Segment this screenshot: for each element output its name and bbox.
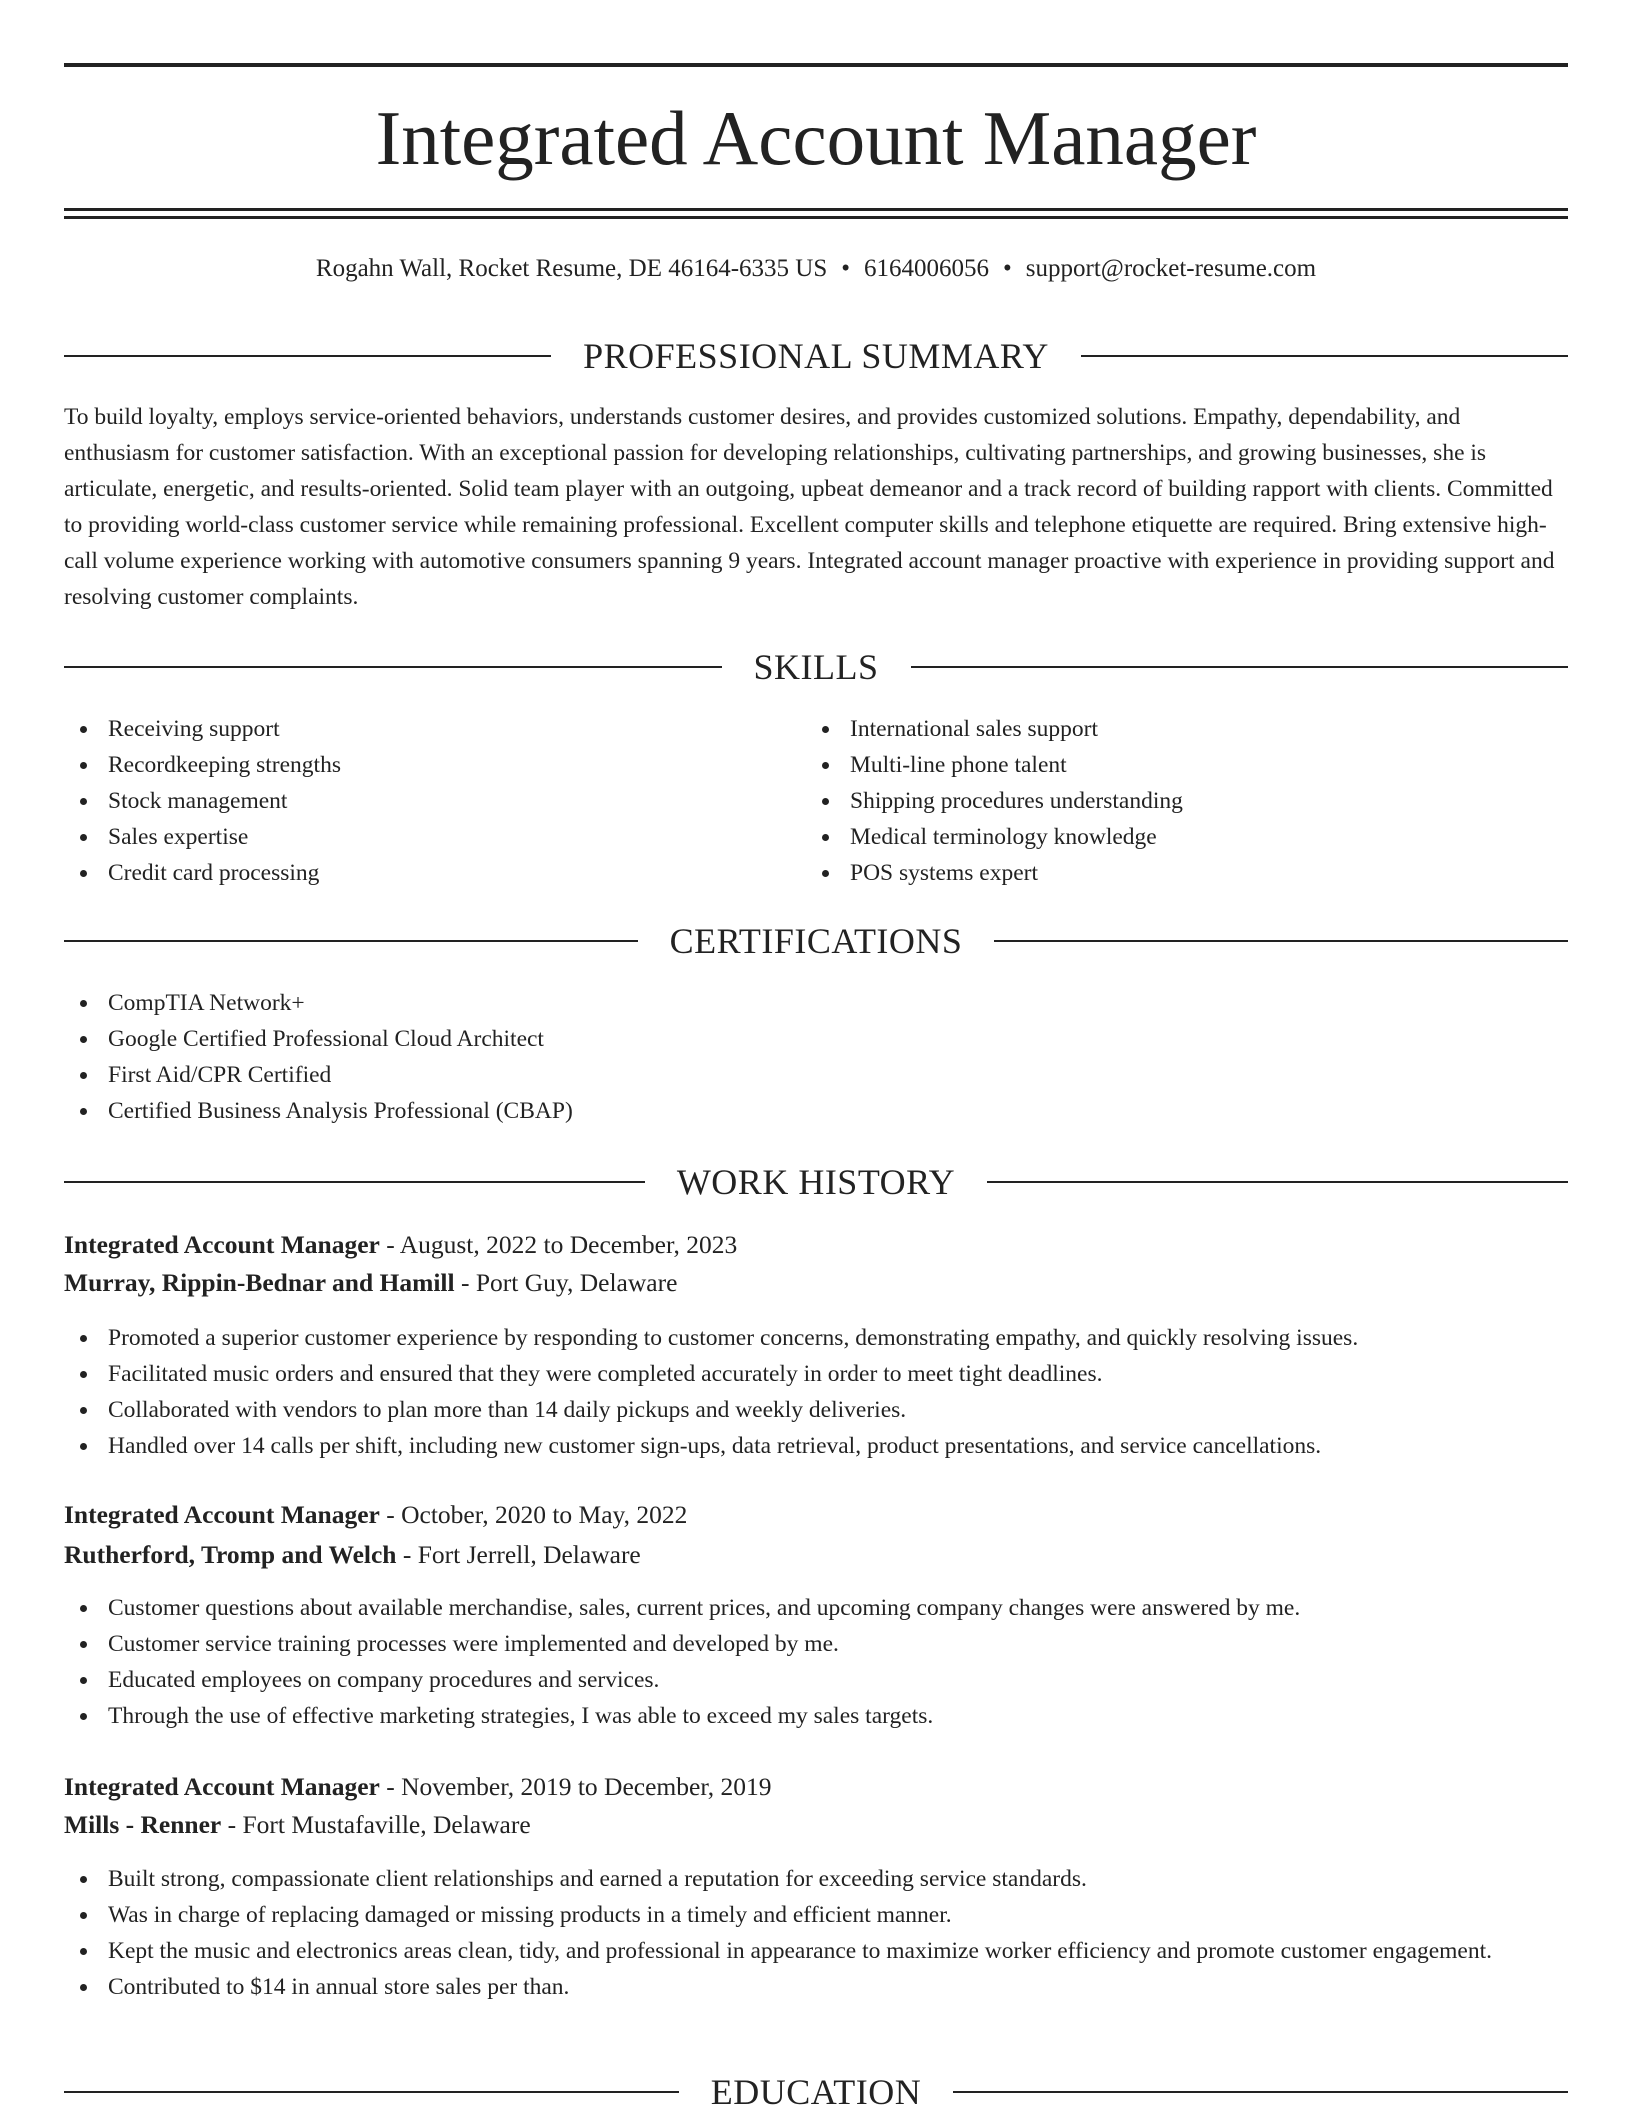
job-bullet: Was in charge of replacing damaged or missing products in a timely and efficient manner. <box>64 1897 1504 1933</box>
job-bullet: Customer service training processes were implemented and developed by me. <box>64 1626 1568 1662</box>
skills-list-left <box>64 711 804 891</box>
certification-item: Google Certified Professional Cloud Architect <box>64 1021 1568 1057</box>
certifications-list <box>64 985 1568 1129</box>
skills-list-right <box>806 711 1568 891</box>
section-rule-left <box>64 1181 645 1183</box>
skill-item: Multi-line phone talent <box>806 747 1568 783</box>
section-heading-work-history <box>64 1157 1568 1207</box>
job-bullet: Handled over 14 calls per shift, including new customer sign-ups, data retrieval, product presentations, and service cancellations. <box>64 1428 1568 1464</box>
certification-item: First Aid/CPR Certified <box>64 1057 1568 1093</box>
section-title: WORK HISTORY <box>676 1162 956 1202</box>
header-top-rule <box>64 63 1568 67</box>
job-dates: - October, 2020 to May, 2022 <box>379 1500 688 1529</box>
job-bullet: Through the use of effective marketing strategies, I was able to exceed my sales targets. <box>64 1698 1568 1734</box>
section-rule-right <box>911 666 1569 668</box>
skill-item: Credit card processing <box>64 855 804 891</box>
section-title: EDUCATION <box>710 2072 922 2112</box>
job-bullet: Facilitated music orders and ensured that they were completed accurately in order to meet tight deadlines. <box>64 1356 1568 1392</box>
section-heading-skills <box>64 642 1568 692</box>
job-dates: - August, 2022 to December, 2023 <box>379 1230 738 1259</box>
section-title: SKILLS <box>753 647 879 687</box>
job-company-line <box>64 1806 1568 1844</box>
header-double-rule-lower <box>64 216 1568 219</box>
skill-item: Receiving support <box>64 711 804 747</box>
job-bullet: Educated employees on company procedures and services. <box>64 1662 1568 1698</box>
skill-item: Medical terminology knowledge <box>806 819 1568 855</box>
section-rule-right <box>987 1181 1568 1183</box>
contact-separator: • <box>1003 255 1012 282</box>
job-title-line <box>64 1768 1568 1806</box>
job-bullet: Contributed to $14 in annual store sales per than. <box>64 1969 1504 2005</box>
contact-separator: • <box>841 255 851 282</box>
section-title: CERTIFICATIONS <box>669 921 963 961</box>
contact-address: Rogahn Wall, Rocket Resume, DE 46164-6335 US <box>315 255 828 282</box>
header-double-rule-upper <box>64 208 1568 211</box>
section-rule-left <box>64 940 638 942</box>
job-location: - Fort Jerrell, Delaware <box>396 1540 641 1569</box>
job-bullet-list <box>64 1861 1504 2005</box>
skill-item: POS systems expert <box>806 855 1568 891</box>
job-dates: - November, 2019 to December, 2019 <box>379 1772 772 1801</box>
job-bullet-list <box>64 1320 1568 1464</box>
job-title: Integrated Account Manager <box>64 1230 380 1259</box>
job-bullet: Customer questions about available merchandise, sales, current prices, and upcoming company changes were answered by me. <box>64 1590 1568 1626</box>
section-rule-left <box>64 2091 679 2093</box>
job-company-line <box>64 1536 1568 1574</box>
section-heading-summary <box>64 331 1568 381</box>
contact-email: support@rocket-resume.com <box>1025 255 1317 282</box>
job-bullet: Built strong, compassionate client relationships and earned a reputation for exceeding service standards. <box>64 1861 1504 1897</box>
summary-paragraph: To build loyalty, employs service-oriented behaviors, understands customer desires, and provides customized solutions. Empathy, dependability, and enthusiasm for customer satisfaction. With an exceptional passion for developing relationships, cultivating partnerships, and growing businesses, she is articulate, energetic, and results-oriented. Solid team player with an outgoing, upbeat demeanor and a track record of building rapport with clients. Committed to providing world-class customer service while remaining professional. Excellent computer skills and telephone etiquette are required. Bring extensive high-call volume experience working with automotive consumers spanning 9 years. Integrated account manager proactive with experience in providing support and resolving customer complaints. <box>64 404 1555 610</box>
job-title-line <box>64 1496 1568 1534</box>
job-title: Integrated Account Manager <box>64 1772 380 1801</box>
skill-item: Shipping procedures understanding <box>806 783 1568 819</box>
job-bullet: Collaborated with vendors to plan more than 14 daily pickups and weekly deliveries. <box>64 1392 1568 1428</box>
job-title: Integrated Account Manager <box>64 1500 380 1529</box>
job-company: Murray, Rippin-Bednar and Hamill <box>64 1268 455 1297</box>
skill-item: Sales expertise <box>64 819 804 855</box>
certification-item: Certified Business Analysis Professional (CBAP) <box>64 1093 1568 1129</box>
job-company-line <box>64 1264 1568 1302</box>
contact-line <box>64 252 1568 286</box>
section-rule-right <box>994 940 1568 942</box>
skill-item: International sales support <box>806 711 1568 747</box>
section-heading-certifications <box>64 916 1568 966</box>
job-company: Mills - Renner <box>64 1810 222 1839</box>
job-bullet: Kept the music and electronics areas clean, tidy, and professional in appearance to maximize worker efficiency and promote customer engagement. <box>64 1933 1504 1969</box>
section-rule-right <box>1081 355 1568 357</box>
skill-item: Stock management <box>64 783 804 819</box>
job-bullet-list <box>64 1590 1568 1734</box>
section-rule-left <box>64 666 722 668</box>
job-title-line <box>64 1226 1568 1264</box>
job-company: Rutherford, Tromp and Welch <box>64 1540 397 1569</box>
section-rule-left <box>64 355 551 357</box>
resume-name-heading: Integrated Account Manager <box>375 95 1257 181</box>
job-bullet: Promoted a superior customer experience by responding to customer concerns, demonstrating empathy, and quickly resolving issues. <box>64 1320 1568 1356</box>
section-heading-education <box>64 2067 1568 2117</box>
job-location: - Port Guy, Delaware <box>454 1268 678 1297</box>
contact-phone: 6164006056 <box>864 255 990 282</box>
job-location: - Fort Mustafaville, Delaware <box>221 1810 531 1839</box>
section-rule-right <box>953 2091 1568 2093</box>
certification-item: CompTIA Network+ <box>64 985 1568 1021</box>
skill-item: Recordkeeping strengths <box>64 747 804 783</box>
section-title: PROFESSIONAL SUMMARY <box>583 336 1049 376</box>
